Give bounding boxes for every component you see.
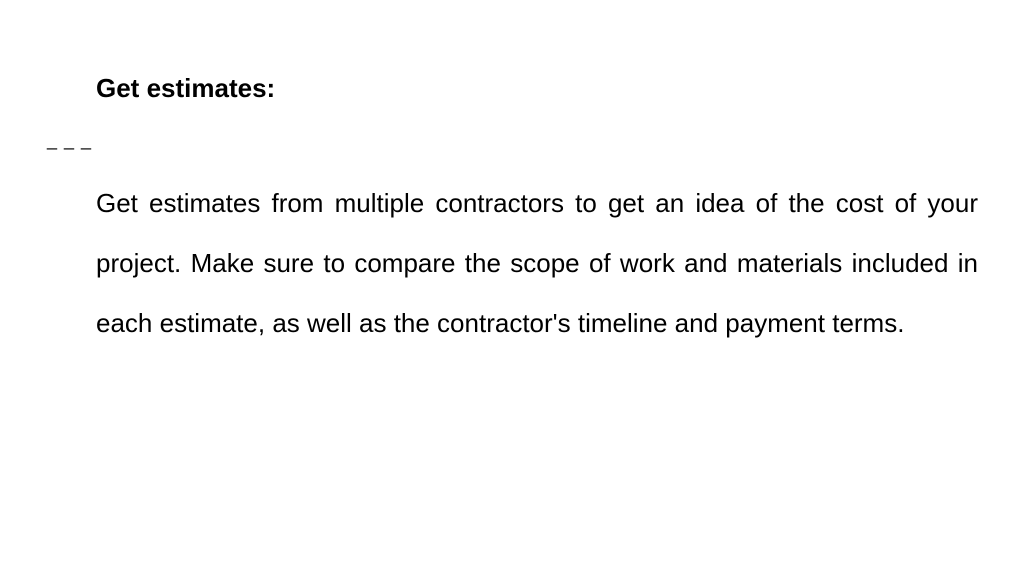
section-divider: _ _ _ <box>47 130 93 150</box>
section-heading: Get estimates: <box>96 73 276 103</box>
section-paragraph: Get estimates from multiple contractors to get an idea of the cost of your project. Make sure to compare the scope of work and materials included in each estimate, as well as the contractor's timeline and payment terms. <box>96 188 978 338</box>
